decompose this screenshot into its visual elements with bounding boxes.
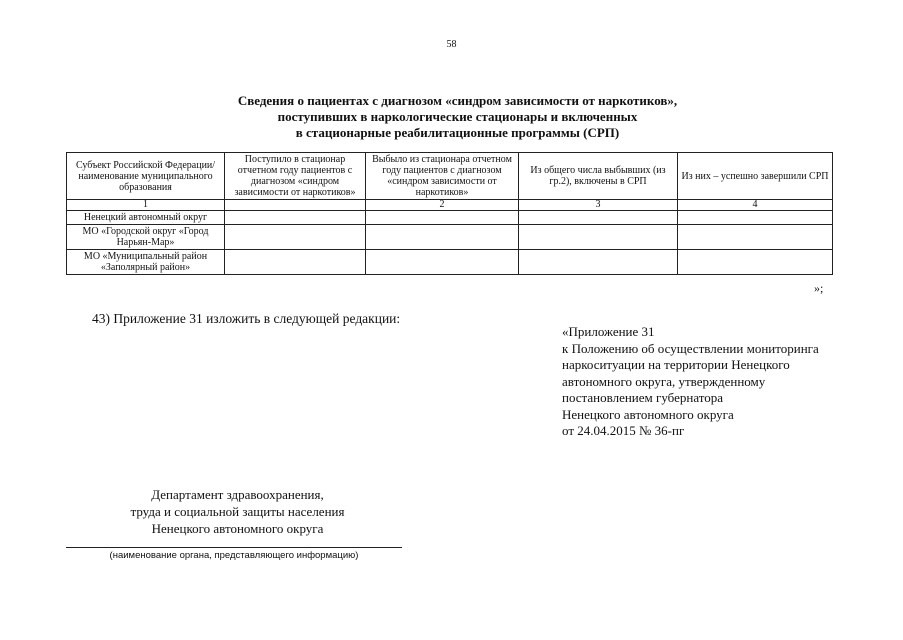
row-name: Ненецкий автономный округ — [67, 211, 225, 225]
title-line-3: в стационарные реабилитационные программы (СРП) — [295, 125, 620, 140]
column-number — [225, 200, 366, 211]
table-cell — [225, 211, 366, 225]
title-line-2: поступивших в наркологические стационары и включенных — [277, 109, 638, 124]
org-caption: (наименование органа, представляющего информацию) — [109, 550, 359, 561]
table-cell — [519, 250, 678, 275]
appendix-line: «Приложение 31 — [562, 324, 655, 339]
appendix-line: от 24.04.2015 № 36-пг — [562, 423, 685, 438]
appendix-block — [562, 324, 819, 440]
appendix-line: наркоситуации на территории Ненецкого — [562, 357, 790, 372]
header-included-srp: Из общего числа выбывших (из гр.2), включены в СРП — [519, 153, 678, 200]
signature-line — [66, 547, 402, 548]
table-cell — [366, 225, 519, 250]
table-row — [67, 250, 833, 275]
table-cell — [366, 211, 519, 225]
table-header-row — [67, 153, 833, 200]
appendix-line: автономного округа, утвержденному — [562, 373, 766, 389]
department-line: Ненецкого автономного округа — [151, 521, 324, 536]
table-row — [67, 225, 833, 250]
department-line: труда и социальной защиты населения — [130, 504, 345, 519]
department-line: Департамент здравоохранения, — [151, 487, 324, 502]
report-table — [66, 152, 833, 275]
table-row — [67, 211, 833, 225]
header-discharged: Выбыло из стационара отчетном году пациентов с диагнозом «синдром зависимости от наркотиков» — [366, 153, 519, 200]
table-end-mark: »; — [814, 281, 824, 295]
table-cell — [519, 225, 678, 250]
table-cell — [225, 225, 366, 250]
table-cell — [225, 250, 366, 275]
header-admitted: Поступило в стационар отчетном году пациентов с диагнозом «синдром зависимости от наркотиков» — [225, 153, 366, 200]
column-number: 2 — [366, 200, 519, 211]
document-title — [120, 93, 795, 141]
header-completed-srp: Из них – успешно завершили СРП — [678, 153, 833, 200]
column-number: 3 — [519, 200, 678, 211]
column-number: 4 — [678, 200, 833, 211]
header-subject: Субъект Российской Федерации/ наименование муниципального образования — [67, 153, 225, 200]
department-block — [80, 486, 395, 537]
appendix-line: к Положению об осуществлении мониторинга — [562, 340, 819, 356]
table-cell — [366, 250, 519, 275]
column-number: 1 — [67, 200, 225, 211]
column-number-row — [67, 200, 833, 211]
table-cell — [678, 211, 833, 225]
title-line-1: Сведения о пациентах с диагнозом «синдром зависимости от наркотиков», — [237, 93, 678, 108]
table-cell — [678, 250, 833, 275]
appendix-line: постановлением губернатора — [562, 390, 724, 405]
page-number: 58 — [446, 39, 457, 50]
table-cell — [678, 225, 833, 250]
row-name: МО «Городской округ «Город Нарьян-Мар» — [67, 225, 225, 250]
table-cell — [519, 211, 678, 225]
appendix-line: Ненецкого автономного округа — [562, 406, 734, 422]
amendment-text: 43) Приложение 31 изложить в следующей редакции: — [92, 311, 401, 326]
row-name: МО «Муниципальный район «Заполярный район» — [67, 250, 225, 275]
